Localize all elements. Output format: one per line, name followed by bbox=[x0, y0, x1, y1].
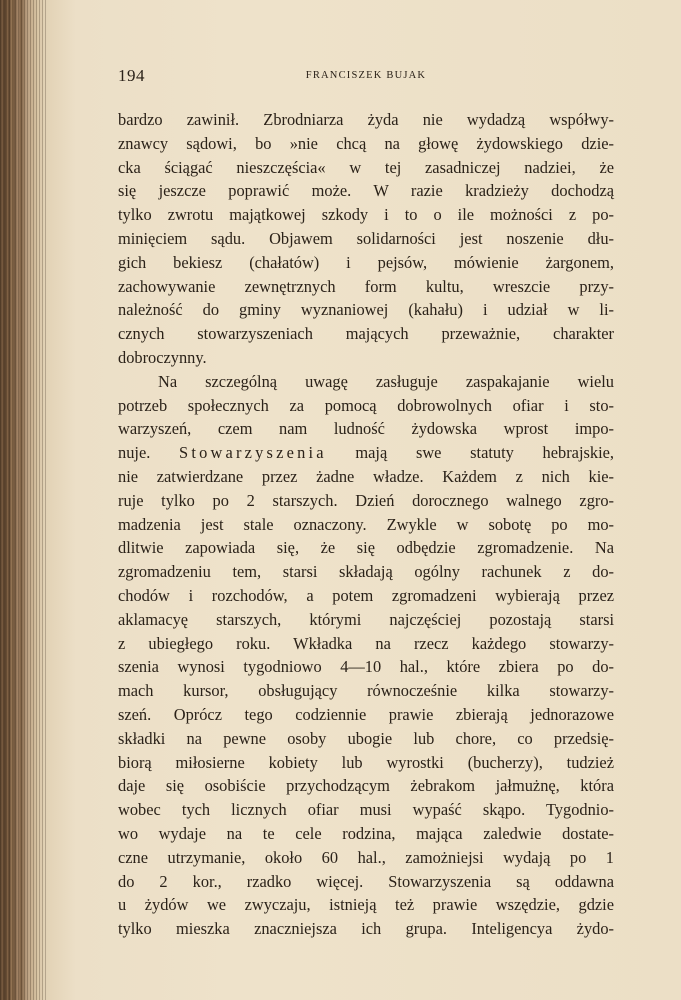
text-line: zachowywanie zewnętrznych form kultu, wreszcie przy- bbox=[118, 276, 614, 296]
text-line: warzyszeń, czem nam ludność żydowska wprost impo- bbox=[118, 419, 614, 439]
page-header bbox=[118, 66, 614, 90]
spaced-emphasis-word: Stowarzyszenia bbox=[179, 443, 327, 463]
text-line: należność do gminy wyznaniowej (kahału) i udział w li- bbox=[118, 300, 614, 320]
book-page-edges bbox=[0, 0, 46, 1000]
text-line: cka ściągać nieszczęścia« w tej zasadniczej nadziei, że bbox=[118, 157, 614, 177]
text-line: aklamacyę starszych, którymi najczęściej pozostają starsi bbox=[118, 609, 614, 629]
text-line: daje się osobiście przychodzącym żebrakom jałmużnę, która bbox=[118, 776, 614, 796]
text-line: potrzeb społecznych za pomocą dobrowolnych ofiar i sto- bbox=[118, 395, 614, 415]
text-line: się jeszcze poprawić może. W razie kradzieży dochodzą bbox=[118, 181, 614, 201]
text-line: gich bekiesz (chałatów) i pejsów, mówienie żargonem, bbox=[118, 252, 614, 272]
text-line: zgromadzeniu tem, starsi składają ogólny rachunek z do- bbox=[118, 562, 614, 582]
text-line: bardzo zawinił. Zbrodniarza żyda nie wydadzą współwy- bbox=[118, 110, 614, 129]
text-line: minięciem sądu. Objawem solidarności jest noszenie dłu- bbox=[118, 228, 614, 248]
text-line: chodów i rozchodów, a potem zgromadzeni wybierają przez bbox=[118, 585, 614, 605]
text-line: składki na pewne osoby ubogie lub chore, co przedsię- bbox=[118, 728, 614, 748]
text-line: znawcy sądowi, bo »nie chcą na głowę żydowskiego dzie- bbox=[118, 133, 614, 153]
text-line: u żydów we zwyczaju, istnieją też prawie wszędzie, gdzie bbox=[118, 895, 614, 915]
text-line: do 2 kor., rzadko więcej. Stowarzyszenia są oddawna bbox=[118, 871, 614, 891]
text-line: ruje tylko po 2 starszych. Dzień dorocznego walnego zgro- bbox=[118, 490, 614, 510]
page-number: 194 bbox=[118, 66, 145, 85]
text-line-with-spaced-word bbox=[118, 441, 614, 465]
paragraph-last-line: dobroczynny. bbox=[118, 347, 207, 367]
text-line: biorą miłosierne kobiety lub wyrostki (bucherzy), tudzież bbox=[118, 752, 614, 772]
text-line: wo wydaje na te cele rodzina, mająca zaledwie dostate- bbox=[118, 823, 614, 843]
running-head: FRANCISZEK BUJAK bbox=[305, 70, 427, 81]
text-line: szenia wynosi tygodniowo 4—10 hal., które zbiera po do- bbox=[118, 657, 614, 677]
text-fragment: mają swe statuty hebrajskie, bbox=[355, 443, 614, 463]
text-line: czne utrzymanie, około 60 hal., zamożniejsi wydają po 1 bbox=[118, 847, 614, 867]
text-line: madzenia jest stale oznaczony. Zwykle w sobotę po mo- bbox=[118, 514, 614, 534]
text-line: cznych stowarzyszeniach mających przeważnie, charakter bbox=[118, 324, 614, 344]
text-line: nie zatwierdzane przez żadne władze. Każdem z nich kie- bbox=[118, 466, 614, 486]
body-text bbox=[118, 108, 614, 941]
paragraph-first-line: Na szczególną uwagę zasługuje zaspakajanie wielu bbox=[158, 371, 614, 391]
text-line: tylko zwrotu majątkowej szkody i to o ile możności z po- bbox=[118, 205, 614, 225]
text-fragment: nuje. bbox=[118, 443, 151, 463]
text-line: z ubiegłego roku. Wkładka na rzecz każdego stowarzy- bbox=[118, 633, 614, 653]
text-line: tylko mieszka znaczniejsza ich grupa. Inteligencya żydo- bbox=[118, 919, 614, 939]
text-line: szeń. Oprócz tego codziennie prawie zbierają jednorazowe bbox=[118, 704, 614, 724]
text-line: wobec tych licznych ofiar musi wypaść skąpo. Tygodnio- bbox=[118, 800, 614, 820]
text-line: dlitwie zapowiada się, że się odbędzie zgromadzenie. Na bbox=[118, 538, 614, 558]
text-line: mach kursor, obsługujący równocześnie kilka stowarzy- bbox=[118, 681, 614, 701]
